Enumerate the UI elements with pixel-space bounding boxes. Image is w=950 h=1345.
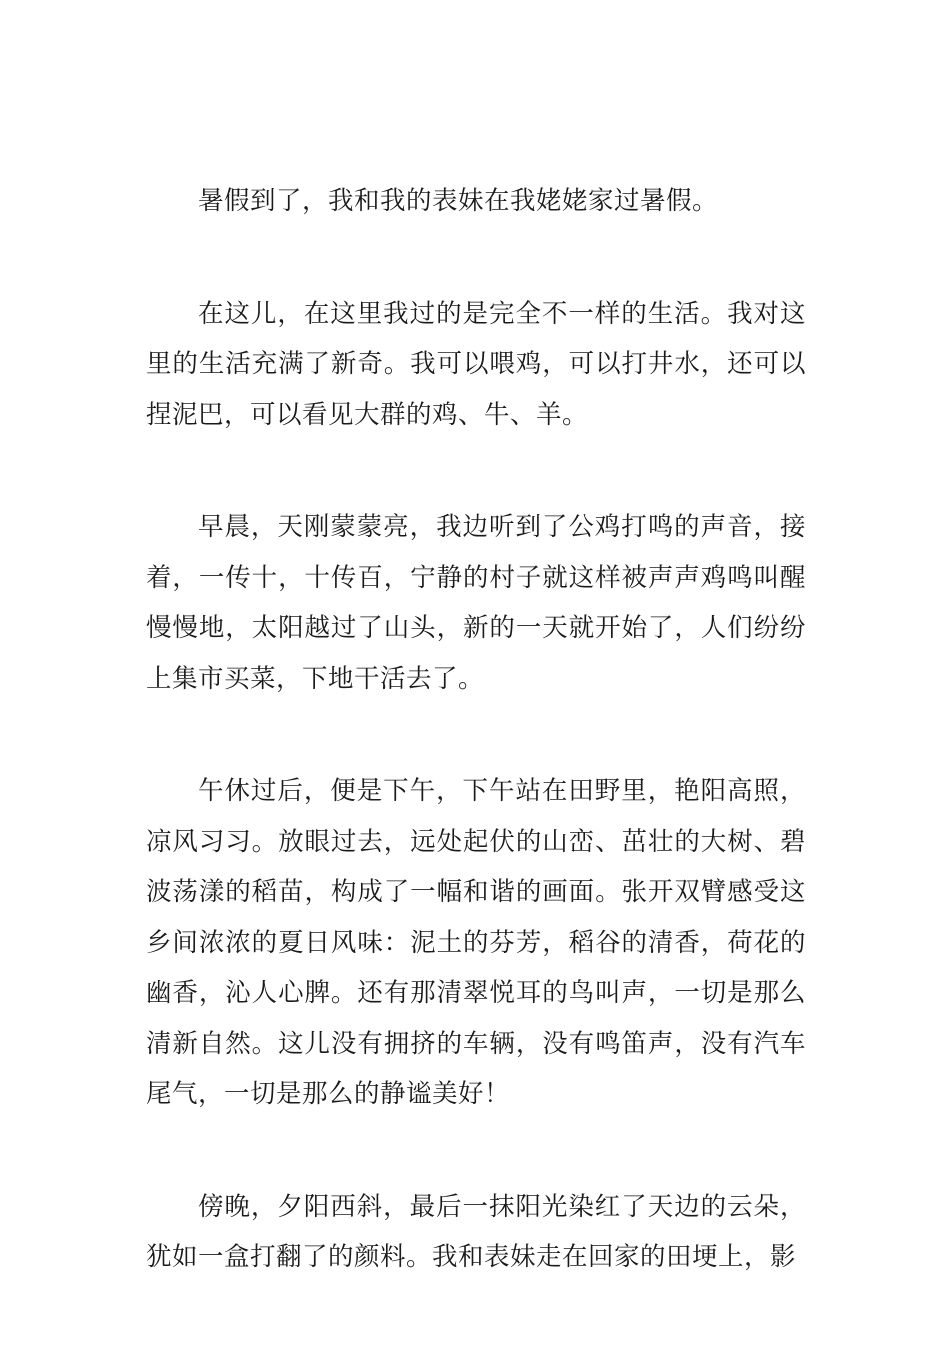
paragraph: 在这儿，在这里我过的是完全不一样的生活。我对这里的生活充满了新奇。我可以喂鸡，可以打井水，还可以捏泥巴，可以看见大群的鸡、牛、羊。 xyxy=(146,298,806,430)
paragraph: 暑假到了，我和我的表妹在我姥姥家过暑假。 xyxy=(198,186,719,216)
document-body xyxy=(146,176,806,1345)
paragraph: 午休过后，便是下午，下午站在田野里，艳阳高照，凉风习习。放眼过去，远处起伏的山峦、茁壮的大树、碧波荡漾的稻苗，构成了一幅和谐的画面。张开双臂感受这乡间浓浓的夏日风味：泥土的芬芳，稻谷的清香，荷花的幽香，沁人心脾。还有那清翠悦耳的鸟叫声，一切是那么清新自然。这儿没有拥挤的车辆，没有鸣笛声，没有汽车尾气，一切是那么的静谧美好！ xyxy=(146,776,806,1109)
paragraph: 早晨，天刚蒙蒙亮，我边听到了公鸡打鸣的声音，接着，一传十，十传百，宁静的村子就这样被声声鸡鸣叫醒慢慢地，太阳越过了山头，新的一天就开始了，人们纷纷上集市买菜，下地干活去了。 xyxy=(146,512,806,694)
paragraph: 傍晚，夕阳西斜，最后一抹阳光染红了天边的云朵，犹如一盒打翻了的颜料。我和表妹走在回家的田埂上，影 xyxy=(146,1191,806,1272)
